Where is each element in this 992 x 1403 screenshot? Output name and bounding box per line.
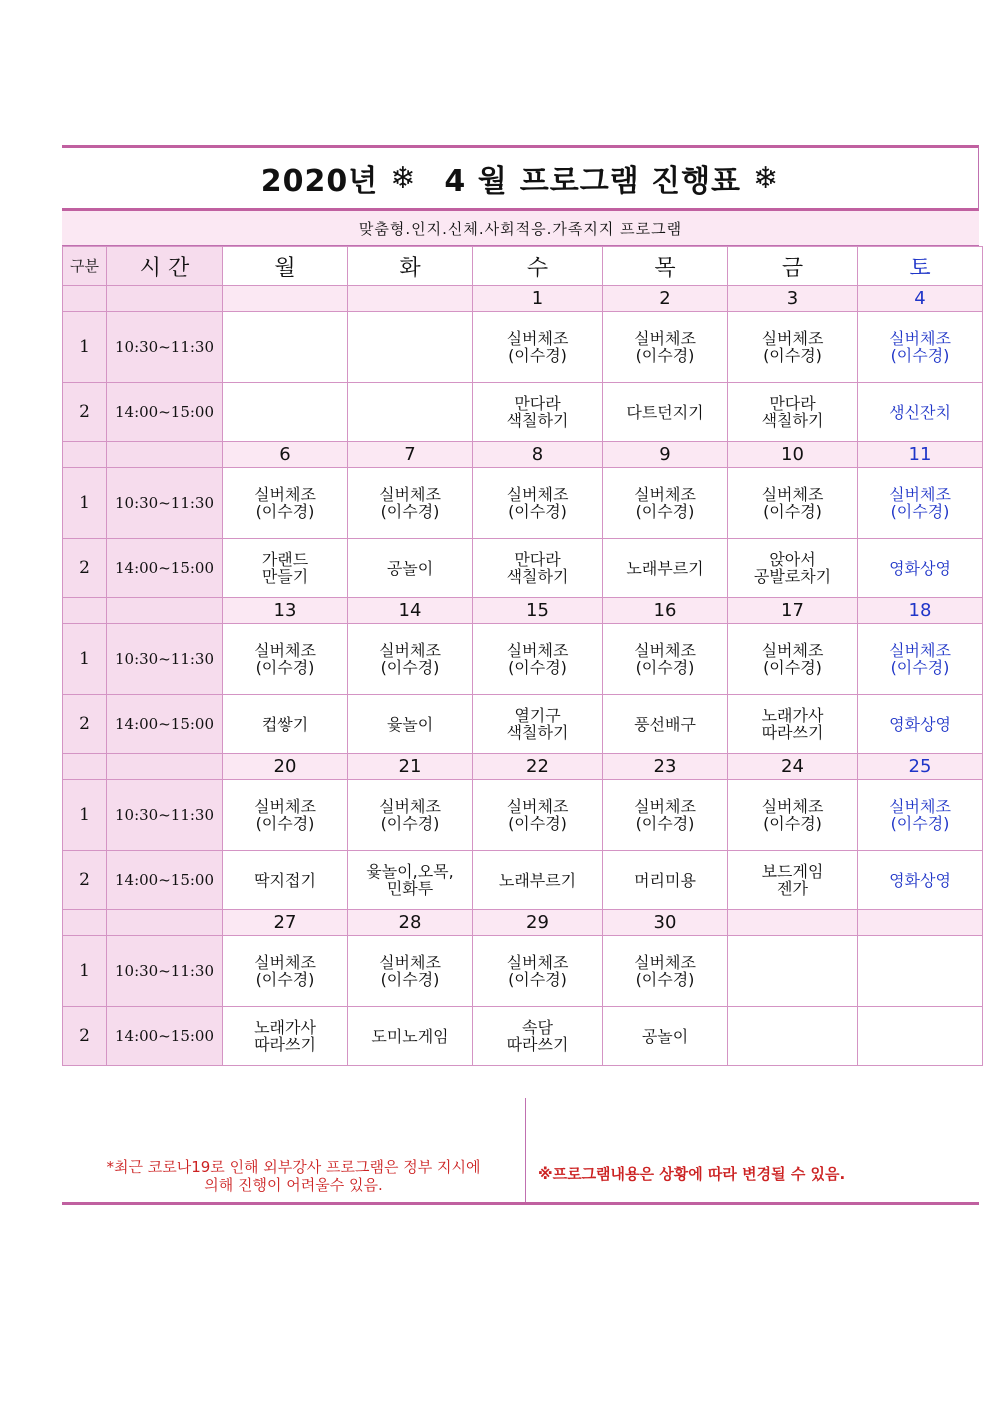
date-cell: 3 xyxy=(728,286,858,312)
session-number: 1 xyxy=(63,468,107,539)
program-cell xyxy=(348,383,473,442)
program-cell: 실버체조 (이수경) xyxy=(223,624,348,695)
session-number: 1 xyxy=(63,624,107,695)
program-cell: 실버체조 (이수경) xyxy=(348,468,473,539)
session-time: 14:00~15:00 xyxy=(107,1007,223,1066)
date-cell: 1 xyxy=(473,286,603,312)
gubun-header: 구분 xyxy=(63,247,107,286)
session-number: 2 xyxy=(63,1007,107,1066)
day-header-thu: 목 xyxy=(603,247,728,286)
session-number: 1 xyxy=(63,312,107,383)
date-cell: 8 xyxy=(473,442,603,468)
session-time: 10:30~11:30 xyxy=(107,780,223,851)
snowflake-icon: ❄ xyxy=(753,160,780,196)
date-cell: 13 xyxy=(223,598,348,624)
date-row-gubun xyxy=(63,286,107,312)
covid-notice: *최근 코로나19로 인해 외부강사 프로그램은 정부 지시에 의해 진행이 어려울수 있음. xyxy=(62,1098,526,1202)
program-cell xyxy=(223,312,348,383)
date-cell: 21 xyxy=(348,754,473,780)
program-cell: 영화상영 xyxy=(858,539,983,598)
table-row xyxy=(63,1007,983,1066)
date-cell: 4 xyxy=(858,286,983,312)
program-subtitle: 맞춤형.인지.신체.사회적응.가족지지 프로그램 xyxy=(62,211,979,246)
program-cell: 앉아서 공발로차기 xyxy=(728,539,858,598)
date-cell: 18 xyxy=(858,598,983,624)
date-cell: 2 xyxy=(603,286,728,312)
program-cell: 노래부르기 xyxy=(473,851,603,910)
program-cell: 가랜드 만들기 xyxy=(223,539,348,598)
change-notice: ※프로그램내용은 상황에 따라 변경될 수 있음. xyxy=(538,1165,846,1183)
date-cell: 20 xyxy=(223,754,348,780)
session-number: 1 xyxy=(63,780,107,851)
date-cell: 10 xyxy=(728,442,858,468)
session-time: 14:00~15:00 xyxy=(107,851,223,910)
program-cell: 노래가사 따라쓰기 xyxy=(223,1007,348,1066)
date-row-time xyxy=(107,754,223,780)
session-number: 2 xyxy=(63,383,107,442)
session-time: 10:30~11:30 xyxy=(107,936,223,1007)
session-number: 2 xyxy=(63,539,107,598)
program-cell: 실버체조 (이수경) xyxy=(473,312,603,383)
schedule-body xyxy=(63,286,983,1066)
program-cell: 실버체조 (이수경) xyxy=(348,780,473,851)
program-cell: 실버체조 (이수경) xyxy=(858,312,983,383)
date-row-gubun xyxy=(63,442,107,468)
session-number: 2 xyxy=(63,851,107,910)
date-row xyxy=(63,286,983,312)
program-cell: 실버체조 (이수경) xyxy=(728,624,858,695)
day-header-mon: 월 xyxy=(223,247,348,286)
date-cell: 24 xyxy=(728,754,858,780)
program-cell: 실버체조 (이수경) xyxy=(728,468,858,539)
program-cell: 컵쌓기 xyxy=(223,695,348,754)
program-cell: 공놀이 xyxy=(603,1007,728,1066)
program-cell: 실버체조 (이수경) xyxy=(473,936,603,1007)
day-header-wed: 수 xyxy=(473,247,603,286)
session-time: 10:30~11:30 xyxy=(107,312,223,383)
session-time: 14:00~15:00 xyxy=(107,539,223,598)
program-cell: 실버체조 (이수경) xyxy=(348,936,473,1007)
program-cell: 생신잔치 xyxy=(858,383,983,442)
program-cell: 실버체조 (이수경) xyxy=(603,312,728,383)
program-cell: 실버체조 (이수경) xyxy=(603,624,728,695)
date-cell: 9 xyxy=(603,442,728,468)
program-cell: 실버체조 (이수경) xyxy=(603,780,728,851)
program-cell: 윷놀이 xyxy=(348,695,473,754)
program-cell: 실버체조 (이수경) xyxy=(728,312,858,383)
program-cell xyxy=(223,383,348,442)
date-row-gubun xyxy=(63,754,107,780)
date-row xyxy=(63,910,983,936)
date-cell: 25 xyxy=(858,754,983,780)
program-cell: 노래가사 따라쓰기 xyxy=(728,695,858,754)
program-cell: 다트던지기 xyxy=(603,383,728,442)
program-cell: 실버체조 (이수경) xyxy=(728,780,858,851)
date-row-time xyxy=(107,286,223,312)
program-cell: 실버체조 (이수경) xyxy=(473,780,603,851)
program-cell: 공놀이 xyxy=(348,539,473,598)
table-row xyxy=(63,312,983,383)
program-cell: 풍선배구 xyxy=(603,695,728,754)
date-row-time xyxy=(107,910,223,936)
header-row xyxy=(63,247,983,286)
date-cell: 6 xyxy=(223,442,348,468)
date-cell: 14 xyxy=(348,598,473,624)
snowflake-icon: ❄ xyxy=(390,160,417,196)
date-row xyxy=(63,442,983,468)
date-row-time xyxy=(107,598,223,624)
session-number: 2 xyxy=(63,695,107,754)
program-cell: 영화상영 xyxy=(858,851,983,910)
date-cell xyxy=(858,910,983,936)
date-cell: 17 xyxy=(728,598,858,624)
session-time: 14:00~15:00 xyxy=(107,383,223,442)
program-cell xyxy=(348,312,473,383)
table-row xyxy=(63,780,983,851)
date-cell xyxy=(348,286,473,312)
date-cell: 22 xyxy=(473,754,603,780)
table-row xyxy=(63,539,983,598)
date-cell: 29 xyxy=(473,910,603,936)
table-row xyxy=(63,851,983,910)
date-cell: 30 xyxy=(603,910,728,936)
program-cell: 실버체조 (이수경) xyxy=(603,468,728,539)
session-number: 1 xyxy=(63,936,107,1007)
day-header-sat: 토 xyxy=(858,247,983,286)
program-cell xyxy=(728,936,858,1007)
table-row xyxy=(63,695,983,754)
session-time: 10:30~11:30 xyxy=(107,468,223,539)
program-cell xyxy=(858,1007,983,1066)
date-cell: 16 xyxy=(603,598,728,624)
program-cell: 만다라 색칠하기 xyxy=(728,383,858,442)
program-cell: 윷놀이,오목, 민화투 xyxy=(348,851,473,910)
program-cell: 만다라 색칠하기 xyxy=(473,539,603,598)
table-row xyxy=(63,468,983,539)
page-title xyxy=(62,145,979,211)
date-row xyxy=(63,598,983,624)
table-row xyxy=(63,383,983,442)
day-header-fri: 금 xyxy=(728,247,858,286)
time-header: 시 간 xyxy=(107,247,223,286)
date-cell: 23 xyxy=(603,754,728,780)
date-row-gubun xyxy=(63,598,107,624)
program-cell: 실버체조 (이수경) xyxy=(348,624,473,695)
schedule-table xyxy=(62,246,983,1066)
program-cell: 실버체조 (이수경) xyxy=(603,936,728,1007)
program-cell: 열기구 색칠하기 xyxy=(473,695,603,754)
program-cell: 딱지접기 xyxy=(223,851,348,910)
date-row-gubun xyxy=(63,910,107,936)
date-row-time xyxy=(107,442,223,468)
program-cell: 실버체조 (이수경) xyxy=(858,780,983,851)
title-month: 4 월 xyxy=(444,164,508,199)
table-row xyxy=(63,624,983,695)
program-cell: 보드게임 젠가 xyxy=(728,851,858,910)
program-cell: 실버체조 (이수경) xyxy=(473,468,603,539)
program-cell: 만다라 색칠하기 xyxy=(473,383,603,442)
day-header-tue: 화 xyxy=(348,247,473,286)
date-cell: 15 xyxy=(473,598,603,624)
program-cell xyxy=(728,1007,858,1066)
program-cell: 속담 따라쓰기 xyxy=(473,1007,603,1066)
date-cell: 27 xyxy=(223,910,348,936)
date-cell: 28 xyxy=(348,910,473,936)
program-cell: 실버체조 (이수경) xyxy=(858,468,983,539)
program-cell xyxy=(858,936,983,1007)
date-row xyxy=(63,754,983,780)
program-cell: 노래부르기 xyxy=(603,539,728,598)
date-cell xyxy=(728,910,858,936)
session-time: 14:00~15:00 xyxy=(107,695,223,754)
program-cell: 영화상영 xyxy=(858,695,983,754)
program-cell: 실버체조 (이수경) xyxy=(473,624,603,695)
table-row xyxy=(63,936,983,1007)
program-cell: 실버체조 (이수경) xyxy=(223,936,348,1007)
title-year: 2020년 xyxy=(260,164,379,199)
date-cell: 11 xyxy=(858,442,983,468)
program-cell: 머리미용 xyxy=(603,851,728,910)
program-cell: 실버체조 (이수경) xyxy=(223,468,348,539)
schedule-sheet xyxy=(62,145,979,1066)
date-cell xyxy=(223,286,348,312)
program-cell: 도미노게임 xyxy=(348,1007,473,1066)
title-text: 프로그램 진행표 xyxy=(519,164,742,199)
program-cell: 실버체조 (이수경) xyxy=(858,624,983,695)
session-time: 10:30~11:30 xyxy=(107,624,223,695)
program-cell: 실버체조 (이수경) xyxy=(223,780,348,851)
footer-notes xyxy=(62,1098,979,1205)
date-cell: 7 xyxy=(348,442,473,468)
